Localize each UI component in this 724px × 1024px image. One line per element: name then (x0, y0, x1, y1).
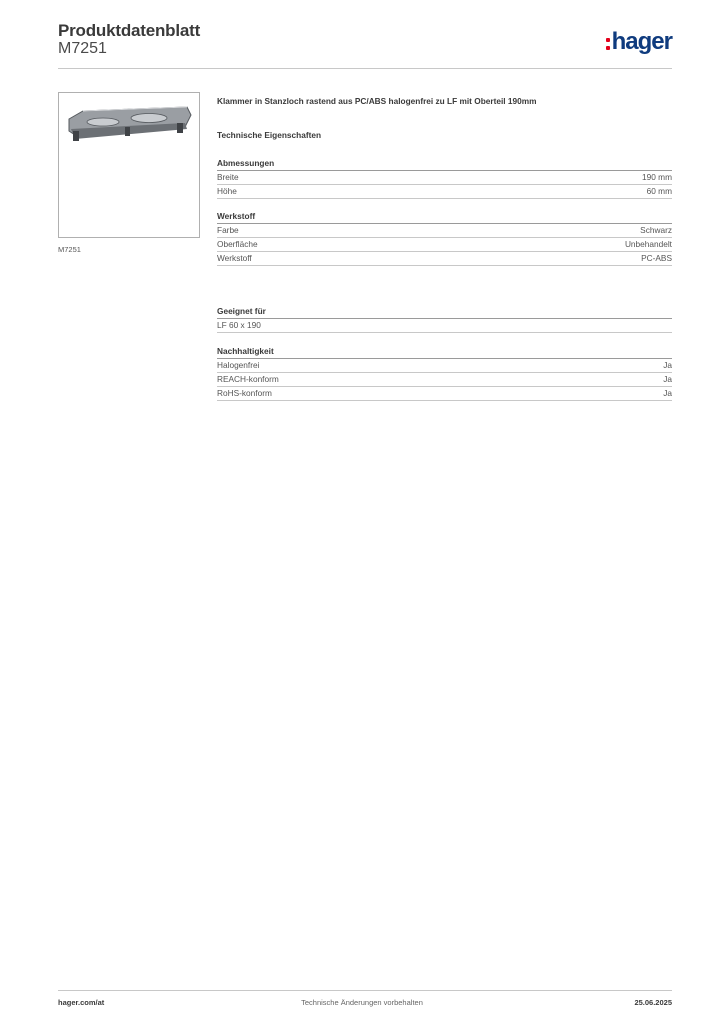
logo-text: hager (611, 28, 672, 55)
footer-disclaimer: Technische Änderungen vorbehalten (301, 998, 423, 1007)
row-label: Farbe (217, 225, 239, 235)
section-abmessungen (217, 157, 672, 199)
table-row (217, 319, 672, 333)
section-geeignet-fuer (217, 305, 672, 333)
row-label: REACH-konform (217, 374, 279, 384)
table-row (217, 224, 672, 238)
section-title: Abmessungen (217, 157, 672, 171)
table-row (217, 373, 672, 387)
row-value: 190 mm (642, 172, 672, 182)
image-caption: M7251 (58, 245, 81, 254)
footer-date: 25.06.2025 (634, 998, 672, 1007)
table-row (217, 185, 672, 199)
table-row (217, 387, 672, 401)
row-value: Ja (663, 360, 672, 370)
row-value: Ja (663, 374, 672, 384)
product-image (58, 92, 200, 238)
table-row (217, 359, 672, 373)
row-value: 60 mm (646, 186, 672, 196)
footer-website-link[interactable]: hager.com/at (58, 998, 105, 1007)
row-value: Ja (663, 388, 672, 398)
row-label: Werkstoff (217, 253, 252, 263)
row-label: Höhe (217, 186, 237, 196)
table-row (217, 238, 672, 252)
page-title: Produktdatenblatt (58, 21, 201, 40)
table-row (217, 252, 672, 266)
product-description: Klammer in Stanzloch rastend aus PC/ABS halogenfrei zu LF mit Oberteil 190mm (217, 96, 537, 106)
row-value: Unbehandelt (624, 239, 672, 249)
section-title: Nachhaltigkeit (217, 345, 672, 359)
table-row (217, 171, 672, 185)
row-value: Schwarz (640, 225, 672, 235)
row-value: PC-ABS (641, 253, 672, 263)
section-title: Geeignet für (217, 305, 672, 319)
footer-divider (58, 990, 672, 991)
product-code: M7251 (58, 40, 107, 57)
row-label: RoHS-konform (217, 388, 272, 398)
section-title: Werkstoff (217, 210, 672, 224)
row-label: Halogenfrei (217, 360, 260, 370)
technical-properties-heading: Technische Eigenschaften (217, 130, 322, 140)
product-clip-image (65, 101, 195, 151)
row-label: Breite (217, 172, 239, 182)
section-nachhaltigkeit (217, 345, 672, 401)
row-label: LF 60 x 190 (217, 320, 261, 330)
section-werkstoff (217, 210, 672, 266)
hager-logo[interactable] (606, 28, 672, 56)
logo-dots-icon (606, 38, 610, 50)
row-label: Oberfläche (217, 239, 258, 249)
header-divider (58, 68, 672, 69)
